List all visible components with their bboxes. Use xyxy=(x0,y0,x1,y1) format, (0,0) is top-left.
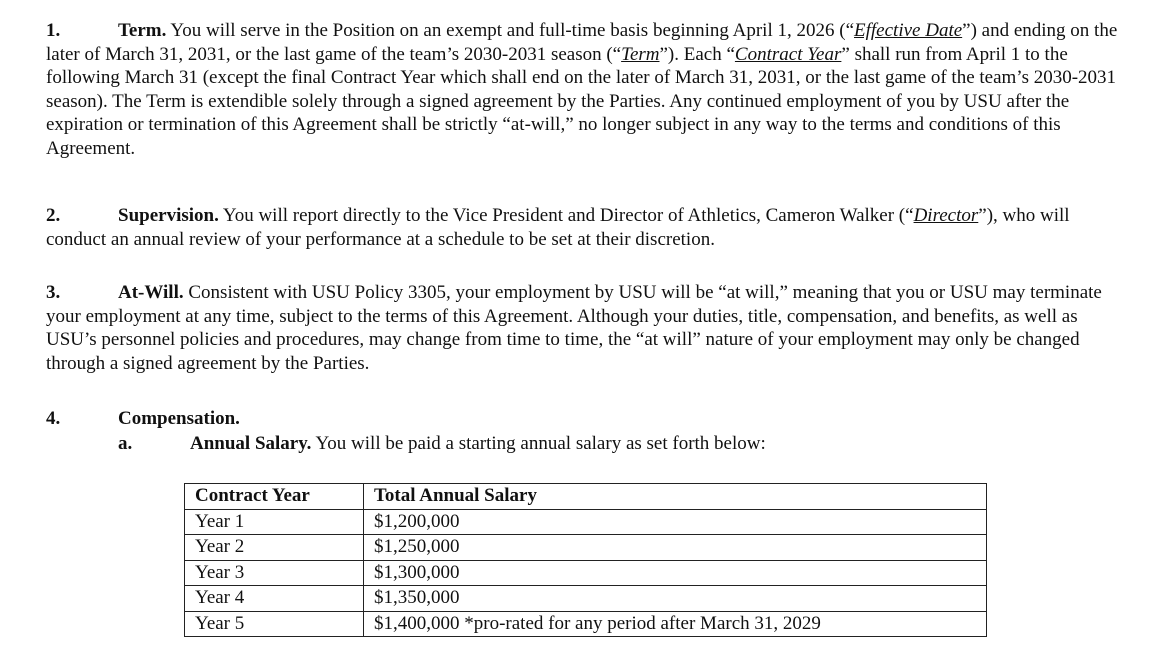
section-number: 1. xyxy=(46,20,61,41)
section-at-will xyxy=(46,281,1126,375)
table-row xyxy=(185,586,987,612)
contract-year-cell: Year 5 xyxy=(185,611,364,637)
section-compensation xyxy=(46,407,1126,431)
contract-year-cell: Year 4 xyxy=(185,586,364,612)
section-term xyxy=(46,19,1126,160)
salary-cell: $1,300,000 xyxy=(364,560,987,586)
section-number: 2. xyxy=(46,205,61,226)
column-header-total-annual-salary: Total Annual Salary xyxy=(364,484,987,510)
defined-term: Term xyxy=(621,43,660,65)
salary-cell: $1,250,000 xyxy=(364,535,987,561)
contract-year-cell: Year 3 xyxy=(185,560,364,586)
section-number: 3. xyxy=(46,282,61,303)
section-text: You will serve in the Position on an exempt and full-time basis beginning April 1, 2026 (“ xyxy=(166,20,855,41)
section-text: Consistent with USU Policy 3305, your employment by USU will be “at will,” meaning that you or USU may terminate your employment at any time, subject to the terms of this Agreement. Although your duties, title, compensation, and benefits, as well as USU’s personnel policies and procedures, may change from time to time, the “at will” nature of your employment may only be changed through a signed agreement by the Parties. xyxy=(46,282,1102,374)
subsection-number: a. xyxy=(118,433,133,454)
contract-year-cell: Year 2 xyxy=(185,535,364,561)
contract-year-cell: Year 1 xyxy=(185,509,364,535)
defined-term: Contract Year xyxy=(734,43,842,65)
section-heading: Supervision. xyxy=(118,205,219,226)
salary-table xyxy=(184,483,987,637)
section-text: ”) and ending on the later of March 31, 2031, or the last game of the team’s 2030-2031 season (“ xyxy=(46,20,1118,65)
table-row xyxy=(185,535,987,561)
section-number: 4. xyxy=(46,408,61,429)
section-text: You will report directly to the Vice President and Director of Athletics, Cameron Walker (“ xyxy=(218,205,914,226)
table-row xyxy=(185,611,987,637)
section-text: ”), who will conduct an annual review of your performance at a schedule to be set at their discretion. xyxy=(46,205,1070,250)
salary-cell: $1,400,000 *pro-rated for any period after March 31, 2029 xyxy=(364,611,987,637)
section-heading: Compensation. xyxy=(118,408,240,429)
defined-term: Director xyxy=(913,205,979,226)
subsection-annual-salary xyxy=(118,432,1118,456)
section-heading: At-Will. xyxy=(118,282,184,303)
table-row xyxy=(185,509,987,535)
table-header-row xyxy=(185,484,987,510)
salary-cell: $1,200,000 xyxy=(364,509,987,535)
section-text: ” shall run from April 1 to the following March 31 (except the final Contract Year which shall end on the later of March 31, 2031, or the last game of the team’s 2030-2031 season). The Term is extendible solely through a signed agreement by the Parties. Any continued employment of you by USU after the expiration or termination of this Agreement shall be strictly “at-will,” no longer subject in any way to the terms and conditions of this Agreement. xyxy=(46,43,1117,159)
section-supervision xyxy=(46,204,1126,251)
defined-term: Effective Date xyxy=(854,20,963,41)
column-header-contract-year: Contract Year xyxy=(185,484,364,510)
subsection-text: You will be paid a starting annual salary as set forth below: xyxy=(311,433,766,454)
salary-cell: $1,350,000 xyxy=(364,586,987,612)
section-text: ”). Each “ xyxy=(659,43,735,65)
table-row xyxy=(185,560,987,586)
subsection-heading: Annual Salary. xyxy=(190,433,312,454)
section-heading: Term. xyxy=(118,20,167,41)
